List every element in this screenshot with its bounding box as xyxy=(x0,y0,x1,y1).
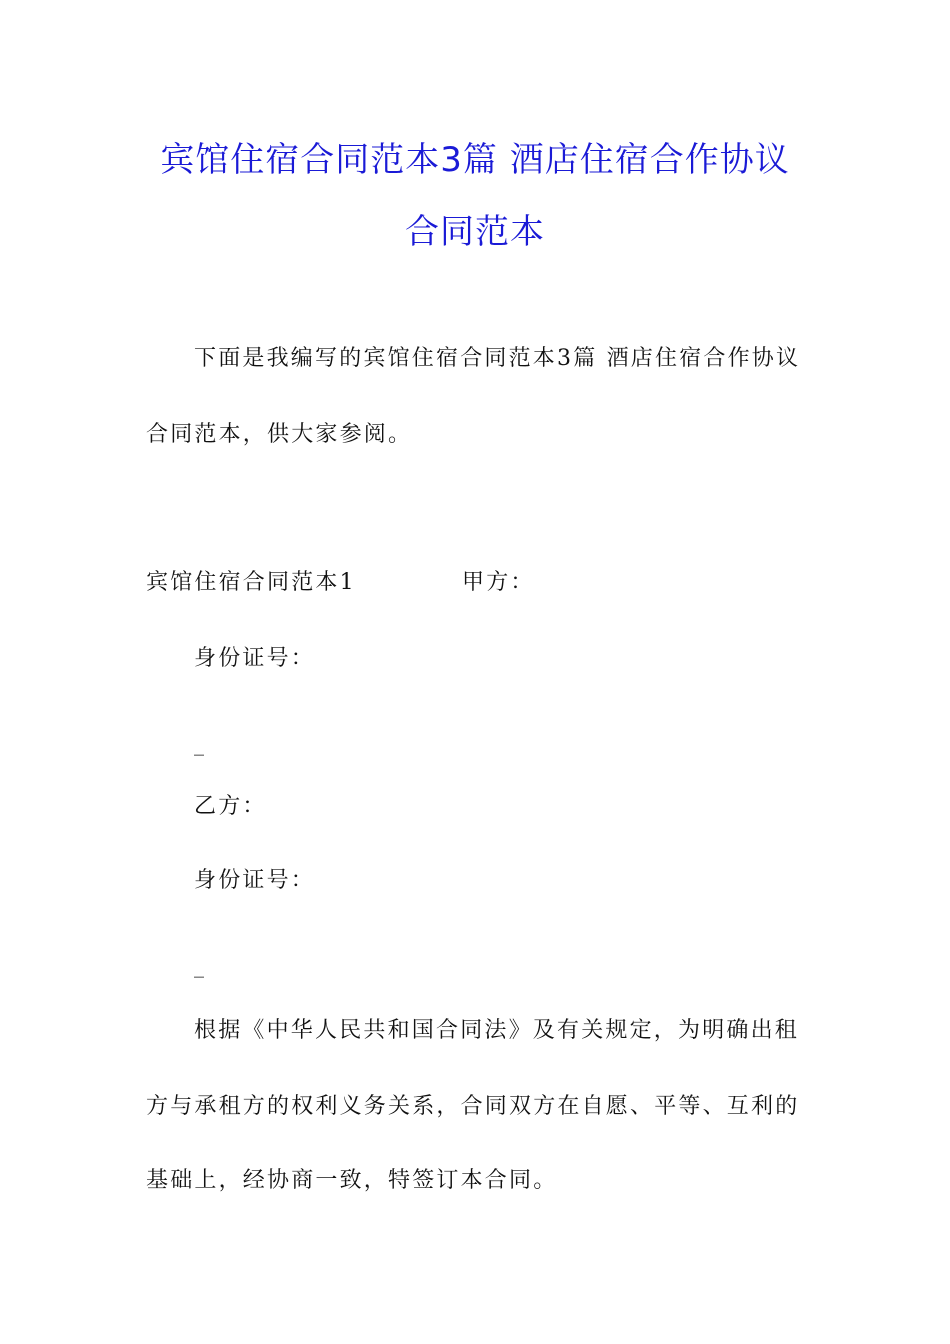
party-b-blank: _ xyxy=(194,954,204,978)
party-a-id-label: 身份证号： xyxy=(194,646,316,671)
party-a-label: 甲方： xyxy=(462,570,535,595)
intro-line-1: 下面是我编写的宾馆住宿合同范本3篇 酒店住宿合作协议 xyxy=(194,346,801,371)
document-title-line-2: 合同范本 xyxy=(405,212,545,252)
section-heading: 宾馆住宿合同范本1 xyxy=(146,570,356,595)
party-b-id-label: 身份证号： xyxy=(194,868,316,893)
body-line-2: 方与承租方的权利义务关系，合同双方在自愿、平等、互利的 xyxy=(146,1094,800,1119)
party-b-label: 乙方： xyxy=(194,794,267,819)
document-title-line-1: 宾馆住宿合同范本3篇 酒店住宿合作协议 xyxy=(160,140,790,180)
body-line-3: 基础上，经协商一致，特签订本合同。 xyxy=(146,1168,558,1193)
party-a-blank: _ xyxy=(194,732,204,756)
body-line-1: 根据《中华人民共和国合同法》及有关规定，为明确出租 xyxy=(194,1018,800,1043)
intro-line-2: 合同范本，供大家参阅。 xyxy=(146,422,413,447)
